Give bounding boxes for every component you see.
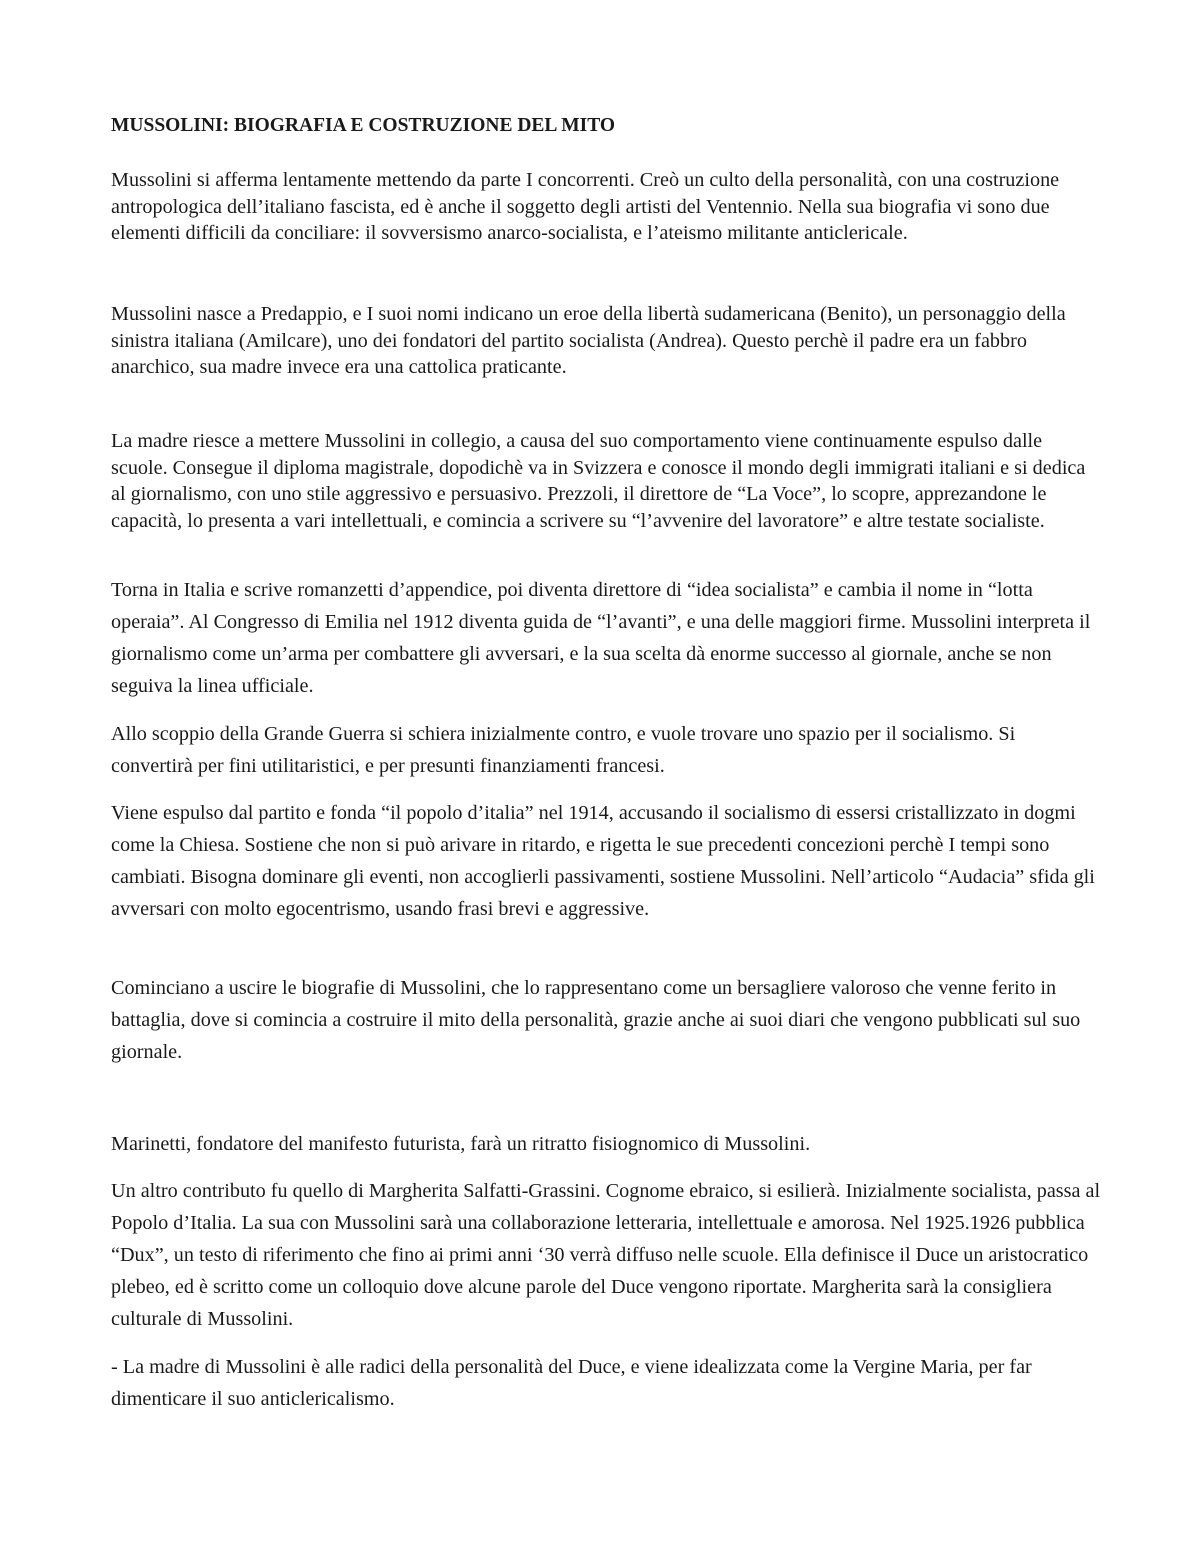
paragraph-great-war: Allo scoppio della Grande Guerra si schiera inizialmente contro, e vuole trovare uno spazio per il socialismo. Si convertirà per fini utilitaristici, e per presunti finanziamenti francesi. (111, 723, 1016, 777)
paragraph-popolo-italia: Viene espulso dal partito e fonda “il popolo d’italia” nel 1914, accusando il socialismo di essersi cristallizzato in dogmi come la Chiesa. Sostiene che non si può arivare in ritardo, e rigetta le sue precedenti concezioni perchè I tempi sono cambiati. Bisogna dominare gli eventi, non accoglierli passivamenti, sostiene Mussolini. Nell’articolo “Audacia” sfida gli avversari con molto egocentrismo, usando frasi brevi e aggressive. (111, 802, 1095, 920)
paragraph-biographies: Cominciano a uscire le biografie di Mussolini, che lo rappresentano come un bersagliere valoroso che venne ferito in battaglia, dove si comincia a costruire il mito della personalità, grazie anche ai suoi diari che vengono pubblicati sul suo giornale. (111, 977, 1081, 1063)
document-title: MUSSOLINI: BIOGRAFIA E COSTRUZIONE DEL MITO (111, 115, 616, 136)
paragraph-birth: Mussolini nasce a Predappio, e I suoi nomi indicano un eroe della libertà sudamericana (Benito), un personaggio della sinistra italiana (Amilcare), uno dei fondatori del partito socialista (Andrea). Questo perchè il padre era un fabbro anarchico, sua madre invece era una cattolica praticante. (111, 303, 1066, 378)
paragraph-education: La madre riesce a mettere Mussolini in collegio, a causa del suo comportamento viene continuamente espulso dalle scuole. Consegue il diploma magistrale, dopodichè va in Svizzera e conosce il mondo degli immigrati italiani e si dedica al giornalismo, con uno stile aggressivo e persuasivo. Prezzoli, il direttore de “La Voce”, lo scopre, apprezandone le capacità, lo presenta a vari intellettuali, e comincia a scrivere su “l’avvenire del lavoratore” e altre testate socialiste. (111, 430, 1086, 532)
paragraph-sarfatti: Un altro contributo fu quello di Margherita Salfatti-Grassini. Cognome ebraico, si esilierà. Inizialmente socialista, passa al Popolo d’Italia. La sua con Mussolini sarà una collaborazione letteraria, intellettuale e amorosa. Nel 1925.1926 pubblica “Dux”, un testo di riferimento che fino ai primi anni ‘30 verrà diffuso nelle scuole. Ella definisce il Duce un aristocratico plebeo, ed è scritto come un colloquio dove alcune parole del Duce vengono riportate. Margherita sarà la consigliera culturale di Mussolini. (111, 1180, 1101, 1330)
paragraph-mother: - La madre di Mussolini è alle radici della personalità del Duce, e viene idealizzata come la Vergine Maria, per far dimenticare il suo anticlericalismo. (111, 1356, 1032, 1410)
paragraph-journalism: Torna in Italia e scrive romanzetti d’appendice, poi diventa direttore di “idea socialista” e cambia il nome in “lotta operaia”. Al Congresso di Emilia nel 1912 diventa guida de “l’avanti”, e una delle maggiori firme. Mussolini interpreta il giornalismo come un’arma per combattere gli avversari, e la sua scelta dà enorme successo al giornale, anche se non seguiva la linea ufficiale. (111, 579, 1091, 697)
paragraph-intro: Mussolini si afferma lentamente mettendo da parte I concorrenti. Creò un culto della personalità, con una costruzione antropologica dell’italiano fascista, ed è anche il soggetto degli artisti del Ventennio. Nella sua biografia vi sono due elementi difficili da conciliare: il sovversismo anarco-socialista, e l’ateismo militante anticlericale. (111, 169, 1060, 244)
paragraph-marinetti: Marinetti, fondatore del manifesto futurista, farà un ritratto fisiognomico di Mussolini. (111, 1133, 811, 1155)
